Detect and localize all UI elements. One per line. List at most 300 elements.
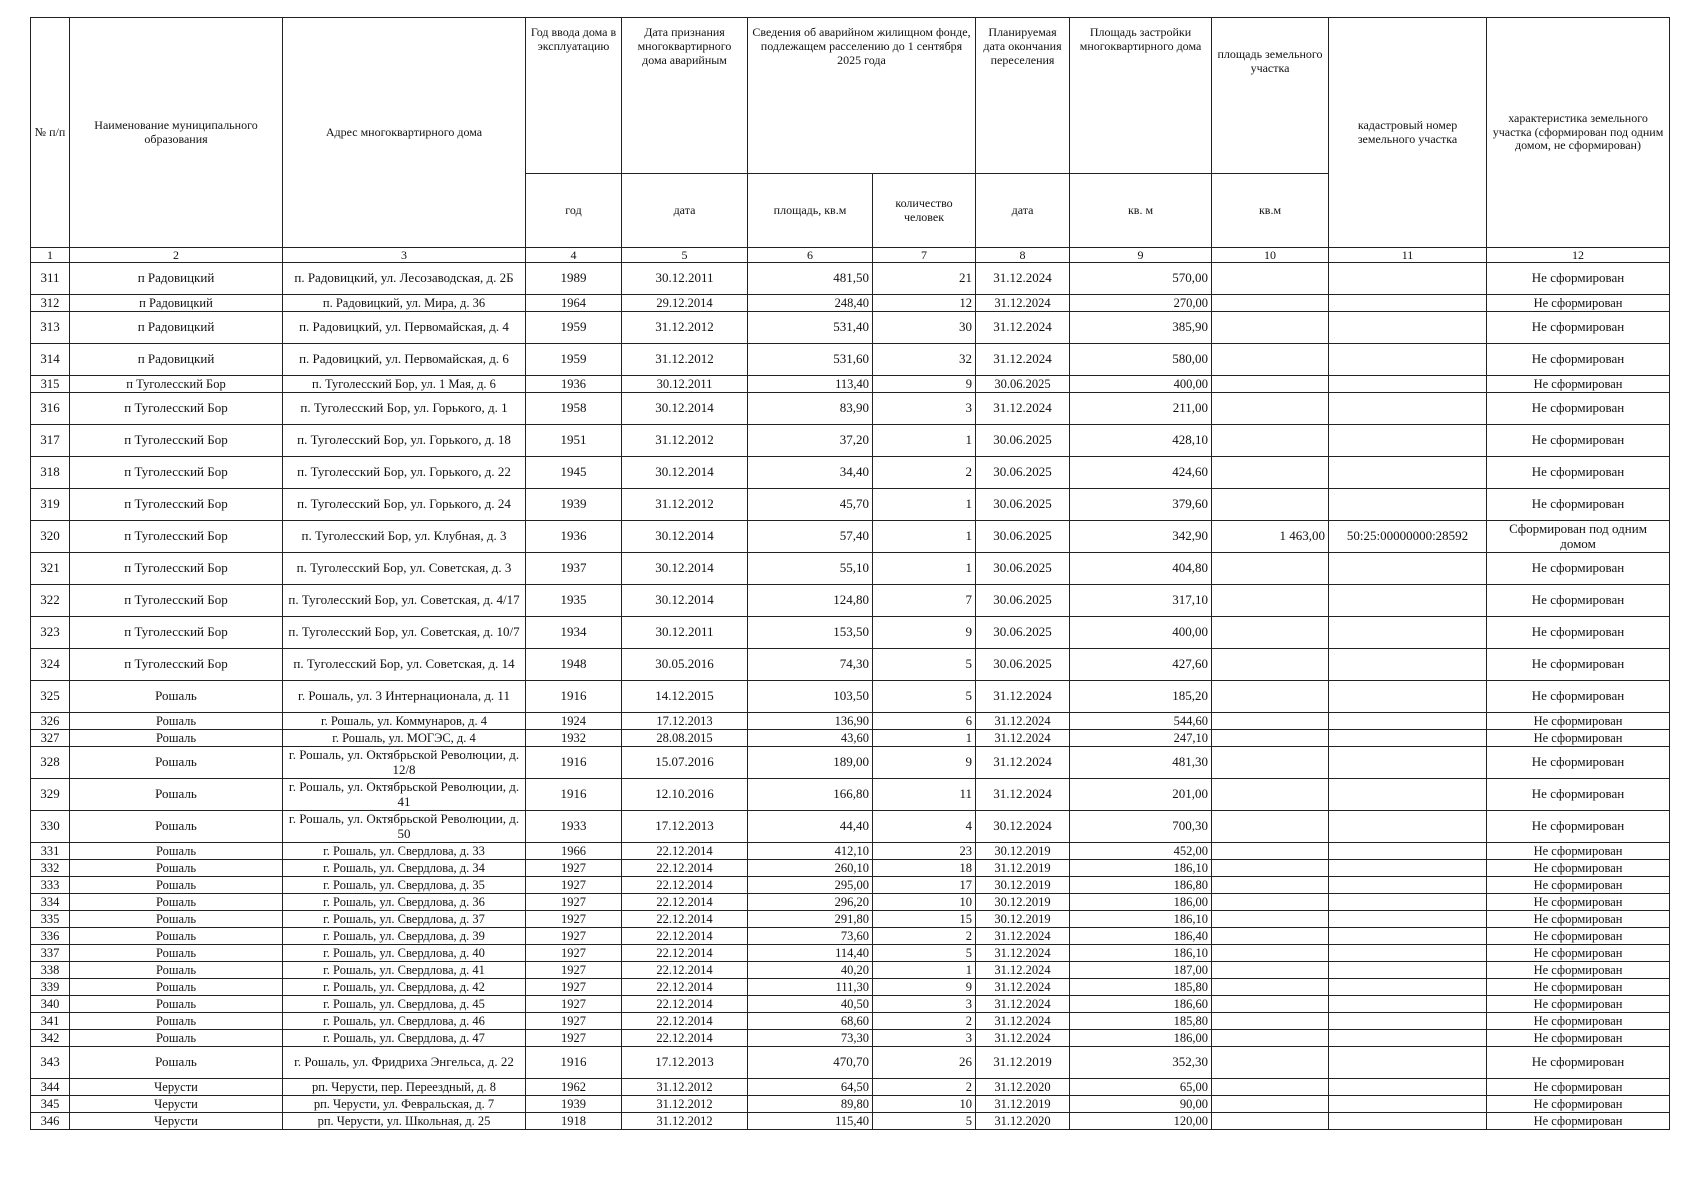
municipality-cell: Рошаль xyxy=(70,730,283,747)
emergency-date-cell: 29.12.2014 xyxy=(622,295,748,312)
emergency-date-cell: 17.12.2013 xyxy=(622,1047,748,1079)
people-cell: 1 xyxy=(873,521,976,553)
emergency-date-cell: 30.05.2016 xyxy=(622,649,748,681)
land-characteristic-cell: Не сформирован xyxy=(1487,457,1670,489)
land-characteristic-cell: Не сформирован xyxy=(1487,1113,1670,1130)
cadastral-number-cell xyxy=(1329,747,1487,779)
building-area-cell: 186,10 xyxy=(1070,945,1212,962)
table-row xyxy=(31,1079,1670,1096)
emergency-date-cell: 22.12.2014 xyxy=(622,911,748,928)
year-cell: 1934 xyxy=(526,617,622,649)
land-characteristic-cell: Не сформирован xyxy=(1487,344,1670,376)
year-cell: 1916 xyxy=(526,1047,622,1079)
unit-area: площадь, кв.м xyxy=(748,174,873,248)
planned-date-cell: 31.12.2024 xyxy=(976,344,1070,376)
year-cell: 1959 xyxy=(526,312,622,344)
municipality-cell: Рошаль xyxy=(70,945,283,962)
row-number: 314 xyxy=(31,344,70,376)
address-cell: г. Рошаль, ул. Свердлова, д. 34 xyxy=(283,860,526,877)
emergency-date-cell: 30.12.2011 xyxy=(622,617,748,649)
land-area-cell xyxy=(1212,811,1329,843)
unit-date: дата xyxy=(622,174,748,248)
year-cell: 1927 xyxy=(526,894,622,911)
land-characteristic-cell: Не сформирован xyxy=(1487,1030,1670,1047)
municipality-cell: п Туголесский Бор xyxy=(70,489,283,521)
address-cell: г. Рошаль, ул. Фридриха Энгельса, д. 22 xyxy=(283,1047,526,1079)
building-area-cell: 186,00 xyxy=(1070,894,1212,911)
table-row xyxy=(31,877,1670,894)
row-number: 346 xyxy=(31,1113,70,1130)
emergency-date-cell: 30.12.2014 xyxy=(622,585,748,617)
column-number: 9 xyxy=(1070,248,1212,263)
land-characteristic-cell: Не сформирован xyxy=(1487,730,1670,747)
table-row xyxy=(31,811,1670,843)
address-cell: п. Туголесский Бор, ул. Советская, д. 4/17 xyxy=(283,585,526,617)
emergency-date-cell: 22.12.2014 xyxy=(622,1030,748,1047)
cadastral-number-cell: 50:25:00000000:28592 xyxy=(1329,521,1487,553)
building-area-cell: 186,10 xyxy=(1070,860,1212,877)
land-characteristic-cell: Не сформирован xyxy=(1487,393,1670,425)
land-area-cell xyxy=(1212,894,1329,911)
year-cell: 1933 xyxy=(526,811,622,843)
header-year: Год ввода дома в эксплуатацию xyxy=(526,18,622,174)
area-cell: 189,00 xyxy=(748,747,873,779)
area-cell: 412,10 xyxy=(748,843,873,860)
emergency-date-cell: 22.12.2014 xyxy=(622,843,748,860)
municipality-cell: Рошаль xyxy=(70,843,283,860)
municipality-cell: Рошаль xyxy=(70,979,283,996)
people-cell: 26 xyxy=(873,1047,976,1079)
table-row xyxy=(31,747,1670,779)
address-cell: п. Радовицкий, ул. Первомайская, д. 4 xyxy=(283,312,526,344)
cadastral-number-cell xyxy=(1329,1047,1487,1079)
area-cell: 44,40 xyxy=(748,811,873,843)
emergency-date-cell: 30.12.2011 xyxy=(622,376,748,393)
land-area-cell xyxy=(1212,312,1329,344)
planned-date-cell: 30.12.2019 xyxy=(976,877,1070,894)
land-area-cell xyxy=(1212,1047,1329,1079)
area-cell: 45,70 xyxy=(748,489,873,521)
document-sheet xyxy=(30,17,1670,1130)
people-cell: 1 xyxy=(873,962,976,979)
municipality-cell: п Туголесский Бор xyxy=(70,553,283,585)
row-number: 344 xyxy=(31,1079,70,1096)
year-cell: 1924 xyxy=(526,713,622,730)
building-area-cell: 186,80 xyxy=(1070,877,1212,894)
building-area-cell: 481,30 xyxy=(1070,747,1212,779)
building-area-cell: 65,00 xyxy=(1070,1079,1212,1096)
cadastral-number-cell xyxy=(1329,681,1487,713)
planned-date-cell: 30.12.2024 xyxy=(976,811,1070,843)
planned-date-cell: 31.12.2024 xyxy=(976,295,1070,312)
people-cell: 18 xyxy=(873,860,976,877)
land-area-cell xyxy=(1212,553,1329,585)
header-emergency-date: Дата признания многоквартирного дома аварийным xyxy=(622,18,748,174)
table-row xyxy=(31,681,1670,713)
row-number: 325 xyxy=(31,681,70,713)
emergency-date-cell: 31.12.2012 xyxy=(622,1079,748,1096)
address-cell: г. Рошаль, ул. Октябрьской Революции, д. 50 xyxy=(283,811,526,843)
emergency-date-cell: 22.12.2014 xyxy=(622,860,748,877)
address-cell: г. Рошаль, ул. Свердлова, д. 37 xyxy=(283,911,526,928)
address-cell: п. Туголесский Бор, ул. Горького, д. 1 xyxy=(283,393,526,425)
area-cell: 111,30 xyxy=(748,979,873,996)
row-number: 330 xyxy=(31,811,70,843)
row-number: 324 xyxy=(31,649,70,681)
table-row xyxy=(31,713,1670,730)
people-cell: 3 xyxy=(873,393,976,425)
people-cell: 21 xyxy=(873,263,976,295)
land-area-cell xyxy=(1212,1079,1329,1096)
row-number: 316 xyxy=(31,393,70,425)
building-area-cell: 186,10 xyxy=(1070,911,1212,928)
year-cell: 1927 xyxy=(526,877,622,894)
area-cell: 115,40 xyxy=(748,1113,873,1130)
table-row xyxy=(31,1096,1670,1113)
table-row xyxy=(31,344,1670,376)
planned-date-cell: 31.12.2024 xyxy=(976,779,1070,811)
area-cell: 136,90 xyxy=(748,713,873,730)
planned-date-cell: 30.06.2025 xyxy=(976,376,1070,393)
table-row xyxy=(31,1030,1670,1047)
address-cell: п. Туголесский Бор, ул. Горького, д. 24 xyxy=(283,489,526,521)
year-cell: 1958 xyxy=(526,393,622,425)
planned-date-cell: 30.06.2025 xyxy=(976,649,1070,681)
header-emergency-stock: Сведения об аварийном жилищном фонде, подлежащем расселению до 1 сентября 2025 года xyxy=(748,18,976,174)
people-cell: 11 xyxy=(873,779,976,811)
address-cell: г. Рошаль, ул. Свердлова, д. 39 xyxy=(283,928,526,945)
address-cell: г. Рошаль, ул. МОГЭС, д. 4 xyxy=(283,730,526,747)
emergency-date-cell: 12.10.2016 xyxy=(622,779,748,811)
row-number: 341 xyxy=(31,1013,70,1030)
header-planned-date: Планируемая дата окончания переселения xyxy=(976,18,1070,174)
year-cell: 1927 xyxy=(526,996,622,1013)
year-cell: 1936 xyxy=(526,521,622,553)
area-cell: 114,40 xyxy=(748,945,873,962)
land-area-cell xyxy=(1212,911,1329,928)
land-area-cell xyxy=(1212,996,1329,1013)
address-cell: г. Рошаль, ул. Свердлова, д. 42 xyxy=(283,979,526,996)
emergency-date-cell: 28.08.2015 xyxy=(622,730,748,747)
land-characteristic-cell: Не сформирован xyxy=(1487,996,1670,1013)
cadastral-number-cell xyxy=(1329,617,1487,649)
people-cell: 15 xyxy=(873,911,976,928)
emergency-date-cell: 31.12.2012 xyxy=(622,1096,748,1113)
table-row xyxy=(31,457,1670,489)
area-cell: 40,20 xyxy=(748,962,873,979)
address-cell: п. Туголесский Бор, ул. Горького, д. 22 xyxy=(283,457,526,489)
planned-date-cell: 31.12.2024 xyxy=(976,393,1070,425)
cadastral-number-cell xyxy=(1329,263,1487,295)
municipality-cell: п Туголесский Бор xyxy=(70,617,283,649)
area-cell: 531,40 xyxy=(748,312,873,344)
planned-date-cell: 31.12.2024 xyxy=(976,945,1070,962)
year-cell: 1927 xyxy=(526,1030,622,1047)
emergency-date-cell: 31.12.2012 xyxy=(622,489,748,521)
address-cell: п. Туголесский Бор, ул. Советская, д. 3 xyxy=(283,553,526,585)
people-cell: 9 xyxy=(873,979,976,996)
building-area-cell: 270,00 xyxy=(1070,295,1212,312)
people-cell: 10 xyxy=(873,894,976,911)
cadastral-number-cell xyxy=(1329,860,1487,877)
municipality-cell: п Туголесский Бор xyxy=(70,649,283,681)
unit-year: год xyxy=(526,174,622,248)
year-cell: 1948 xyxy=(526,649,622,681)
row-number: 319 xyxy=(31,489,70,521)
land-characteristic-cell: Не сформирован xyxy=(1487,843,1670,860)
table-row xyxy=(31,843,1670,860)
header-cadastral-number: кадастровый номер земельного участка xyxy=(1329,18,1487,248)
land-area-cell xyxy=(1212,962,1329,979)
planned-date-cell: 30.06.2025 xyxy=(976,425,1070,457)
land-area-cell xyxy=(1212,1096,1329,1113)
area-cell: 291,80 xyxy=(748,911,873,928)
year-cell: 1927 xyxy=(526,979,622,996)
people-cell: 23 xyxy=(873,843,976,860)
municipality-cell: Черусти xyxy=(70,1113,283,1130)
year-cell: 1989 xyxy=(526,263,622,295)
emergency-date-cell: 17.12.2013 xyxy=(622,713,748,730)
table-row xyxy=(31,521,1670,553)
cadastral-number-cell xyxy=(1329,811,1487,843)
people-cell: 1 xyxy=(873,730,976,747)
land-characteristic-cell: Не сформирован xyxy=(1487,779,1670,811)
row-number: 311 xyxy=(31,263,70,295)
table-row xyxy=(31,312,1670,344)
area-cell: 64,50 xyxy=(748,1079,873,1096)
building-area-cell: 90,00 xyxy=(1070,1096,1212,1113)
header-number: № п/п xyxy=(31,18,70,248)
unit-people: количество человек xyxy=(873,174,976,248)
municipality-cell: п Туголесский Бор xyxy=(70,457,283,489)
municipality-cell: п Радовицкий xyxy=(70,344,283,376)
land-area-cell xyxy=(1212,730,1329,747)
column-number: 3 xyxy=(283,248,526,263)
row-number: 342 xyxy=(31,1030,70,1047)
municipality-cell: п Радовицкий xyxy=(70,295,283,312)
cadastral-number-cell xyxy=(1329,425,1487,457)
address-cell: г. Рошаль, ул. Свердлова, д. 46 xyxy=(283,1013,526,1030)
area-cell: 89,80 xyxy=(748,1096,873,1113)
land-area-cell xyxy=(1212,489,1329,521)
cadastral-number-cell xyxy=(1329,713,1487,730)
row-number: 337 xyxy=(31,945,70,962)
area-cell: 296,20 xyxy=(748,894,873,911)
building-area-cell: 120,00 xyxy=(1070,1113,1212,1130)
table-row xyxy=(31,996,1670,1013)
building-area-cell: 186,60 xyxy=(1070,996,1212,1013)
emergency-date-cell: 22.12.2014 xyxy=(622,945,748,962)
land-characteristic-cell: Не сформирован xyxy=(1487,962,1670,979)
land-characteristic-cell: Не сформирован xyxy=(1487,860,1670,877)
building-area-cell: 400,00 xyxy=(1070,617,1212,649)
cadastral-number-cell xyxy=(1329,1013,1487,1030)
emergency-date-cell: 30.12.2014 xyxy=(622,457,748,489)
table-row xyxy=(31,376,1670,393)
planned-date-cell: 31.12.2024 xyxy=(976,730,1070,747)
municipality-cell: Рошаль xyxy=(70,747,283,779)
resettlement-table xyxy=(30,17,1670,1130)
year-cell: 1964 xyxy=(526,295,622,312)
planned-date-cell: 31.12.2024 xyxy=(976,1030,1070,1047)
row-number: 322 xyxy=(31,585,70,617)
planned-date-cell: 30.06.2025 xyxy=(976,553,1070,585)
land-characteristic-cell: Не сформирован xyxy=(1487,713,1670,730)
table-header xyxy=(31,18,1670,263)
year-cell: 1951 xyxy=(526,425,622,457)
year-cell: 1935 xyxy=(526,585,622,617)
cadastral-number-cell xyxy=(1329,393,1487,425)
row-number: 317 xyxy=(31,425,70,457)
land-area-cell xyxy=(1212,344,1329,376)
planned-date-cell: 31.12.2019 xyxy=(976,860,1070,877)
address-cell: г. Рошаль, ул. Свердлова, д. 35 xyxy=(283,877,526,894)
land-area-cell xyxy=(1212,1013,1329,1030)
address-cell: п. Туголесский Бор, ул. Советская, д. 10/7 xyxy=(283,617,526,649)
row-number: 318 xyxy=(31,457,70,489)
table-row xyxy=(31,962,1670,979)
area-cell: 531,60 xyxy=(748,344,873,376)
row-number: 323 xyxy=(31,617,70,649)
people-cell: 17 xyxy=(873,877,976,894)
municipality-cell: п Туголесский Бор xyxy=(70,585,283,617)
area-cell: 83,90 xyxy=(748,393,873,425)
land-area-cell xyxy=(1212,617,1329,649)
planned-date-cell: 31.12.2024 xyxy=(976,962,1070,979)
municipality-cell: Рошаль xyxy=(70,962,283,979)
table-row xyxy=(31,945,1670,962)
land-characteristic-cell: Не сформирован xyxy=(1487,649,1670,681)
cadastral-number-cell xyxy=(1329,911,1487,928)
land-characteristic-cell: Не сформирован xyxy=(1487,585,1670,617)
header-land-characteristic: характеристика земельного участка (сформирован под одним домом, не сформирован) xyxy=(1487,18,1670,248)
address-cell: рп. Черусти, ул. Февральская, д. 7 xyxy=(283,1096,526,1113)
cadastral-number-cell xyxy=(1329,1079,1487,1096)
year-cell: 1927 xyxy=(526,1013,622,1030)
address-cell: п. Радовицкий, ул. Мира, д. 36 xyxy=(283,295,526,312)
building-area-cell: 700,30 xyxy=(1070,811,1212,843)
land-area-cell xyxy=(1212,860,1329,877)
column-number: 10 xyxy=(1212,248,1329,263)
year-cell: 1916 xyxy=(526,681,622,713)
row-number: 326 xyxy=(31,713,70,730)
people-cell: 2 xyxy=(873,1079,976,1096)
emergency-date-cell: 31.12.2012 xyxy=(622,312,748,344)
municipality-cell: Рошаль xyxy=(70,811,283,843)
year-cell: 1936 xyxy=(526,376,622,393)
area-cell: 481,50 xyxy=(748,263,873,295)
table-row xyxy=(31,979,1670,996)
building-area-cell: 544,60 xyxy=(1070,713,1212,730)
column-numbers-row xyxy=(31,248,1670,263)
year-cell: 1937 xyxy=(526,553,622,585)
emergency-date-cell: 30.12.2014 xyxy=(622,553,748,585)
planned-date-cell: 31.12.2019 xyxy=(976,1047,1070,1079)
people-cell: 5 xyxy=(873,681,976,713)
header-building-area: Площадь застройки многоквартирного дома xyxy=(1070,18,1212,174)
unit-land-area: кв.м xyxy=(1212,174,1329,248)
planned-date-cell: 31.12.2024 xyxy=(976,263,1070,295)
people-cell: 2 xyxy=(873,928,976,945)
row-number: 343 xyxy=(31,1047,70,1079)
municipality-cell: п Радовицкий xyxy=(70,312,283,344)
address-cell: г. Рошаль, ул. Коммунаров, д. 4 xyxy=(283,713,526,730)
table-row xyxy=(31,1013,1670,1030)
municipality-cell: Рошаль xyxy=(70,779,283,811)
table-row xyxy=(31,617,1670,649)
area-cell: 73,60 xyxy=(748,928,873,945)
building-area-cell: 400,00 xyxy=(1070,376,1212,393)
planned-date-cell: 30.12.2019 xyxy=(976,894,1070,911)
table-row xyxy=(31,649,1670,681)
municipality-cell: Рошаль xyxy=(70,860,283,877)
building-area-cell: 317,10 xyxy=(1070,585,1212,617)
table-row xyxy=(31,1047,1670,1079)
column-number: 5 xyxy=(622,248,748,263)
table-row xyxy=(31,393,1670,425)
area-cell: 260,10 xyxy=(748,860,873,877)
cadastral-number-cell xyxy=(1329,979,1487,996)
area-cell: 43,60 xyxy=(748,730,873,747)
address-cell: г. Рошаль, ул. Свердлова, д. 40 xyxy=(283,945,526,962)
area-cell: 124,80 xyxy=(748,585,873,617)
people-cell: 9 xyxy=(873,376,976,393)
land-characteristic-cell: Не сформирован xyxy=(1487,911,1670,928)
year-cell: 1962 xyxy=(526,1079,622,1096)
building-area-cell: 211,00 xyxy=(1070,393,1212,425)
row-number: 345 xyxy=(31,1096,70,1113)
area-cell: 295,00 xyxy=(748,877,873,894)
emergency-date-cell: 22.12.2014 xyxy=(622,877,748,894)
table-row xyxy=(31,1113,1670,1130)
row-number: 339 xyxy=(31,979,70,996)
row-number: 320 xyxy=(31,521,70,553)
cadastral-number-cell xyxy=(1329,312,1487,344)
table-row xyxy=(31,779,1670,811)
address-cell: г. Рошаль, ул. Свердлова, д. 36 xyxy=(283,894,526,911)
land-characteristic-cell: Не сформирован xyxy=(1487,553,1670,585)
municipality-cell: Рошаль xyxy=(70,681,283,713)
address-cell: г. Рошаль, ул. 3 Интернационала, д. 11 xyxy=(283,681,526,713)
land-characteristic-cell: Не сформирован xyxy=(1487,945,1670,962)
people-cell: 1 xyxy=(873,553,976,585)
table-row xyxy=(31,425,1670,457)
table-body xyxy=(31,263,1670,1130)
municipality-cell: Рошаль xyxy=(70,1030,283,1047)
area-cell: 40,50 xyxy=(748,996,873,1013)
address-cell: г. Рошаль, ул. Свердлова, д. 33 xyxy=(283,843,526,860)
cadastral-number-cell xyxy=(1329,585,1487,617)
column-number: 8 xyxy=(976,248,1070,263)
address-cell: п. Туголесский Бор, ул. 1 Мая, д. 6 xyxy=(283,376,526,393)
cadastral-number-cell xyxy=(1329,649,1487,681)
people-cell: 3 xyxy=(873,1030,976,1047)
column-number: 2 xyxy=(70,248,283,263)
people-cell: 9 xyxy=(873,617,976,649)
address-cell: г. Рошаль, ул. Свердлова, д. 45 xyxy=(283,996,526,1013)
row-number: 332 xyxy=(31,860,70,877)
building-area-cell: 342,90 xyxy=(1070,521,1212,553)
row-number: 340 xyxy=(31,996,70,1013)
land-area-cell xyxy=(1212,263,1329,295)
municipality-cell: Черусти xyxy=(70,1096,283,1113)
cadastral-number-cell xyxy=(1329,376,1487,393)
building-area-cell: 427,60 xyxy=(1070,649,1212,681)
emergency-date-cell: 22.12.2014 xyxy=(622,1013,748,1030)
year-cell: 1927 xyxy=(526,945,622,962)
building-area-cell: 385,90 xyxy=(1070,312,1212,344)
area-cell: 153,50 xyxy=(748,617,873,649)
